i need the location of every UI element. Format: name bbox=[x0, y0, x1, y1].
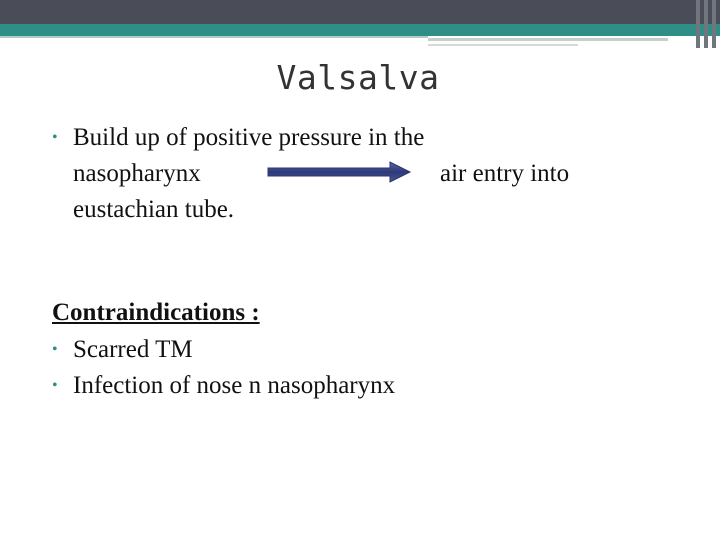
band-stripe bbox=[712, 0, 716, 48]
list-item bbox=[52, 332, 395, 368]
band-teal-strip bbox=[0, 24, 720, 36]
list-item-text: Scarred TM bbox=[73, 336, 193, 363]
band-accent-line bbox=[0, 36, 428, 38]
top-decorative-band bbox=[0, 0, 720, 48]
right-arrow-icon bbox=[266, 160, 412, 184]
bullet-text: nasopharynx bbox=[73, 160, 201, 187]
band-stripe bbox=[704, 0, 708, 48]
bullet-dot: • bbox=[52, 129, 58, 146]
contraindications-heading: Contraindications : bbox=[52, 299, 260, 326]
band-accent-line bbox=[428, 38, 668, 41]
bullet-dot: • bbox=[52, 341, 58, 358]
bullet-text: Build up of positive pressure in the bbox=[73, 124, 425, 151]
list-item bbox=[52, 368, 395, 404]
bullet-text: eustachian tube. bbox=[73, 196, 235, 223]
bullet-line bbox=[52, 192, 692, 228]
air-entry-text: air entry into bbox=[440, 160, 570, 187]
bullet-line bbox=[52, 120, 692, 156]
band-accent-line bbox=[428, 44, 578, 46]
slide-title: Valsalva bbox=[276, 58, 440, 97]
list-item-text: Infection of nose n nasopharynx bbox=[73, 372, 396, 399]
contraindications-list bbox=[52, 332, 395, 404]
bullet-dot: • bbox=[52, 377, 58, 394]
band-dark-strip bbox=[0, 0, 720, 24]
band-stripe bbox=[696, 0, 700, 48]
